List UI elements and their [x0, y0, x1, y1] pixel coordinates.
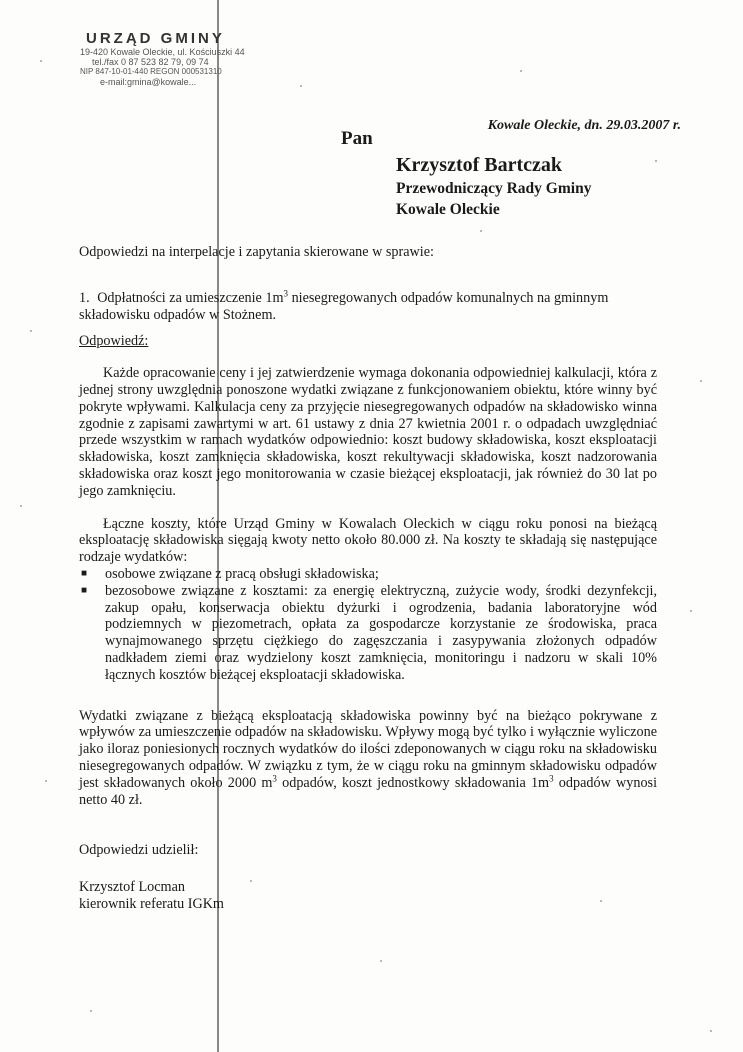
question-item — [79, 290, 657, 324]
closing-label: Odpowiedzi udzielił: — [79, 842, 199, 859]
intro-line: Odpowiedzi na interpelacje i zapytania skierowane w sprawie: — [79, 244, 434, 260]
signer-title: kierownik referatu IGKm — [79, 896, 224, 913]
recipient-block — [396, 152, 591, 220]
signer-name: Krzysztof Locman — [79, 879, 185, 896]
letterhead-address: 19-420 Kowale Oleckie, ul. Kościuszki 44 — [80, 47, 245, 57]
scan-speck — [20, 505, 22, 507]
list-item-text: bezosobowe związane z kosztami: za energię elektryczną, zużycie wody, środki dezynfekcji, zakup opału, konserwacja obiektu dyżurki i ogrodzenia, badania laboratoryjne wód podziemnych w piezometrach, opłata za gospodarcze korzystanie ze środowiska, praca wynajmowanego sprzętu ciężkiego do zagęszczania i zasypywania złożonych odpadów nadkładem ziemi oraz wydzielony koszt zamknięcia, monitoringu i nadzoru w skali 10% łącznych kosztów bieżącej eksploatacji składowiska. — [105, 582, 657, 683]
paragraph-unit-cost — [79, 708, 657, 809]
paragraph-total-costs: Łączne koszty, które Urząd Gminy w Kowalach Oleckich w ciągu roku ponosi na bieżącą eksploatację składowiska sięgają kwoty netto około 80.000 zł. Na koszty te składają się następujące rodzaje wydatków: — [79, 515, 657, 566]
letterhead-tax-ids: NIP 847-10-01-440 REGON 000531310 — [80, 67, 222, 76]
scan-speck — [40, 60, 42, 62]
letterhead-email: e-mail:gmina@kowale... — [100, 77, 197, 87]
letter-date: Kowale Oleckie, dn. 29.03.2007 r. — [487, 118, 681, 133]
unit-cost-text-end: odpadów wynosi netto 40 zł. — [79, 774, 658, 808]
letterhead-title: URZĄD GMINY — [86, 30, 225, 47]
recipient-place: Kowale Oleckie — [396, 201, 500, 218]
list-item-text: osobowe związane z pracą obsługi składowiska; — [105, 565, 379, 582]
recipient-name: Krzysztof Bartczak — [396, 154, 563, 176]
scan-speck — [480, 230, 482, 232]
list-item — [79, 583, 657, 684]
question-text-end: niesegregowanych odpadów komunalnych na gminnym składowisku odpadów w Stożnem. — [79, 289, 609, 323]
recipient-position: Przewodniczący Rady Gminy — [396, 180, 592, 197]
scan-speck — [690, 610, 692, 612]
question-text-start: Odpłatności za umieszczenie 1m — [97, 289, 284, 306]
scan-speck — [45, 780, 47, 782]
question-number: 1. — [79, 289, 90, 306]
scan-speck — [300, 85, 302, 87]
unit-cost-sup-1: 3 — [272, 772, 277, 783]
bullet-square-icon: ■ — [81, 567, 88, 579]
letter-body — [79, 244, 657, 913]
closing-block — [79, 842, 657, 913]
unit-cost-text-start: Wydatki związane z bieżącą eksploatacją składowiska powinny być na bieżąco pokrywane z wpływów za umieszczenie odpadów na składowisku. Wpływy mogą być tylko i wyłącznie wyliczone jako iloraz poniesionych rocznych wydatków do ilości zdeponowanych w ciągu roku na składowisku niesegregowanych odpadów. W związku z tym, że w ciągu roku na gminnym składowisku odpadów jest składowanych około 2000 m — [79, 707, 657, 791]
bullet-square-icon: ■ — [81, 584, 88, 596]
letterhead-phone: tel./fax 0 87 523 82 79, 09 74 — [92, 57, 209, 67]
scan-speck — [655, 160, 657, 162]
scan-speck — [520, 70, 522, 72]
salutation: Pan — [341, 128, 373, 149]
cost-types-list — [79, 566, 657, 684]
answer-heading: Odpowiedź: — [79, 333, 149, 350]
unit-cost-text-middle: odpadów, koszt jednostkowy składowania 1m — [276, 774, 550, 791]
list-item — [79, 566, 657, 583]
letterhead-stamp — [80, 30, 270, 87]
scan-speck — [90, 1010, 92, 1012]
scan-speck — [380, 960, 382, 962]
scan-speck — [30, 330, 32, 332]
scan-speck — [700, 380, 702, 382]
unit-cost-sup-2: 3 — [549, 772, 554, 783]
question-superscript: 3 — [283, 288, 289, 299]
paragraph-calculation: Każde opracowanie ceny i jej zatwierdzenie wymaga dokonania odpowiedniej kalkulacji, która z jednej strony uwzględnia ponoszone wydatki związane z funkcjonowaniem obiektu, które winny być pokryte wpływami. Kalkulacja ceny za przyjęcie niesegregowanych odpadów na składowisko winna zgodnie z zapisami zawartymi w art. 61 ustawy z dnia 27 kwietnia 2001 r. o odpadach uwzględniać przede wszystkim w ramach wydatków odpowiednio: koszt budowy składowiska, koszt eksploatacji składowiska, koszt zamknięcia składowiska, koszt rekultywacji składowiska, koszt nadzorowania składowiska oraz koszt jego monitorowania w czasie bieżącej eksploatacji, jak również do 30 lat po jego zamknięciu. — [79, 365, 657, 499]
scan-speck — [710, 1030, 712, 1032]
